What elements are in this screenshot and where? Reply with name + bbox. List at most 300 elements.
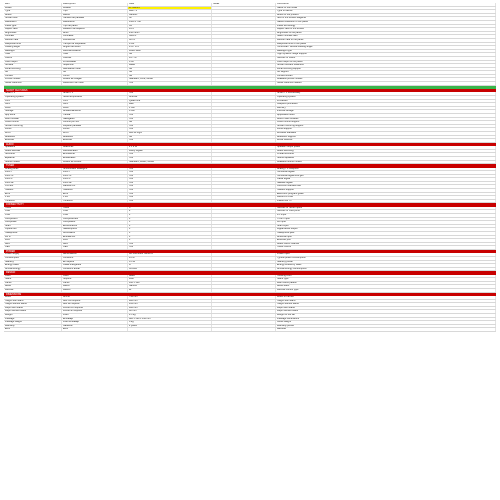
table-cell[interactable]: Depth without stand [276, 310, 496, 313]
table-cell[interactable]: Yes [128, 185, 212, 188]
table-cell[interactable]: Tipo de panel [62, 25, 128, 28]
table-cell[interactable]: Component [4, 218, 62, 221]
table-cell[interactable]: Antenna input [276, 236, 496, 239]
table-cell[interactable] [212, 50, 276, 53]
table-cell[interactable]: Package [4, 318, 62, 321]
table-cell[interactable] [212, 289, 276, 292]
table-cell[interactable]: Stand type [276, 278, 496, 281]
table-cell[interactable]: Marca [62, 14, 128, 17]
table-cell[interactable]: IR [128, 289, 212, 292]
table-cell[interactable]: Type of device [276, 10, 496, 13]
table-cell[interactable]: Width [4, 296, 62, 299]
table-cell[interactable]: Duplicar pantalla [62, 125, 128, 128]
table-cell[interactable]: Frecuencia [62, 39, 128, 42]
table-cell[interactable]: Contraste [62, 35, 128, 38]
table-cell[interactable] [212, 264, 276, 267]
table-cell[interactable]: Barcode [276, 328, 496, 331]
table-cell[interactable]: 1 [128, 232, 212, 235]
table-cell[interactable]: Aspect ratio of the screen [276, 28, 496, 31]
table-cell[interactable]: Brand of the product [276, 14, 496, 17]
table-cell[interactable]: Smart TV [4, 92, 62, 95]
table-cell[interactable]: 8 GB [128, 110, 212, 113]
table-cell[interactable]: 1 [128, 236, 212, 239]
table-cell[interactable]: 3 [128, 207, 212, 210]
table-cell[interactable]: Composite [4, 221, 62, 224]
table-cell[interactable]: Speakers [4, 146, 62, 149]
table-cell[interactable]: VA [128, 25, 212, 28]
table-cell[interactable] [212, 7, 276, 10]
table-cell[interactable]: 1 [128, 218, 212, 221]
table-cell[interactable]: 60 Hz [128, 39, 212, 42]
table-cell[interactable]: 250 cd/m² [128, 32, 212, 35]
table-cell[interactable] [212, 225, 276, 228]
table-cell[interactable]: No [128, 53, 212, 56]
header-cell[interactable]: Item [4, 3, 62, 6]
table-cell[interactable]: 100 x 100 [128, 282, 212, 285]
table-cell[interactable]: Record to USB [276, 196, 496, 199]
table-cell[interactable]: Ethernet [62, 139, 128, 142]
table-cell[interactable] [212, 107, 276, 110]
table-cell[interactable] [212, 146, 276, 149]
table-cell[interactable]: Ethernet [4, 139, 62, 142]
table-cell[interactable]: Almacenamiento [62, 110, 128, 113]
table-cell[interactable]: Peso embalaje [62, 321, 128, 324]
table-cell[interactable]: 732 mm [128, 296, 212, 299]
table-cell[interactable]: Local dimming [4, 68, 62, 71]
table-cell[interactable] [212, 193, 276, 196]
table-cell[interactable]: 820 x 520 x 130 mm [128, 318, 212, 321]
table-cell[interactable]: Equalizer [4, 157, 62, 160]
table-cell[interactable] [212, 185, 276, 188]
table-cell[interactable]: Alto sin soporte [62, 303, 128, 306]
table-cell[interactable]: Brightness [4, 32, 62, 35]
table-cell[interactable]: Teletexto [62, 189, 128, 192]
table-cell[interactable]: Memory [276, 107, 496, 110]
table-cell[interactable] [212, 328, 276, 331]
table-cell[interactable]: 1366 x 768 [128, 21, 212, 24]
table-cell[interactable]: Package dimensions [276, 318, 496, 321]
table-cell[interactable]: Remote control type [276, 289, 496, 292]
table-cell[interactable]: Built-in web browser [276, 118, 496, 121]
table-cell[interactable]: DVB-C [4, 178, 62, 181]
table-cell[interactable]: GPU [62, 103, 128, 106]
table-cell[interactable]: LT-32DV4 [128, 7, 212, 10]
table-cell[interactable] [212, 35, 276, 38]
table-cell[interactable]: Energy class [4, 264, 62, 267]
table-cell[interactable]: PVR [4, 196, 62, 199]
table-cell[interactable] [212, 139, 276, 142]
table-cell[interactable] [212, 307, 276, 310]
table-cell[interactable]: Native resolution of the panel [276, 21, 496, 24]
table-cell[interactable]: Response time [4, 43, 62, 46]
table-cell[interactable]: 1 [128, 239, 212, 242]
table-cell[interactable]: Web browser [4, 118, 62, 121]
table-cell[interactable]: 180 mm [128, 307, 212, 310]
table-cell[interactable]: Wi-Fi [62, 132, 128, 135]
table-cell[interactable]: Yes [128, 153, 212, 156]
table-cell[interactable] [212, 300, 276, 303]
table-cell[interactable] [212, 153, 276, 156]
table-cell[interactable]: Color depth [4, 61, 62, 64]
table-cell[interactable]: Viewing angle [4, 46, 62, 49]
table-cell[interactable]: Weight of the set [276, 314, 496, 317]
table-cell[interactable] [212, 68, 276, 71]
table-cell[interactable] [212, 253, 276, 256]
table-cell[interactable]: En espera [62, 261, 128, 264]
table-cell[interactable]: Standby power [276, 261, 496, 264]
table-cell[interactable]: CEC [62, 246, 128, 249]
table-cell[interactable]: Remote [4, 289, 62, 292]
table-cell[interactable]: Audio return channel [276, 243, 496, 246]
table-cell[interactable]: Navegador [62, 118, 128, 121]
table-cell[interactable]: 1 [128, 228, 212, 231]
table-cell[interactable]: Screen mirroring [4, 125, 62, 128]
table-cell[interactable]: DLNA [62, 128, 128, 131]
table-cell[interactable] [212, 32, 276, 35]
table-cell[interactable]: Alimentación [62, 253, 128, 256]
table-cell[interactable]: Model [4, 7, 62, 10]
table-cell[interactable]: LAN [4, 239, 62, 242]
table-cell[interactable]: Contrast [4, 35, 62, 38]
table-cell[interactable]: Curvo [62, 75, 128, 78]
table-cell[interactable]: Tipo [62, 10, 128, 13]
table-cell[interactable]: Annual energy [4, 268, 62, 271]
table-cell[interactable] [212, 200, 276, 203]
table-cell[interactable]: Refresh rate of the panel [276, 39, 496, 42]
table-cell[interactable]: Picture modes [4, 78, 62, 81]
table-cell[interactable] [212, 310, 276, 313]
table-cell[interactable]: Matte [128, 64, 212, 67]
table-cell[interactable]: Panel technology [276, 25, 496, 28]
table-cell[interactable]: Standard, Vivid, Movie [128, 78, 212, 81]
table-cell[interactable]: Surface [4, 64, 62, 67]
table-cell[interactable]: AV input [276, 221, 496, 224]
table-cell[interactable]: 1 [128, 225, 212, 228]
table-cell[interactable]: Resolution [4, 21, 62, 24]
table-cell[interactable]: Bezel [4, 285, 62, 288]
table-cell[interactable]: Yes [128, 139, 212, 142]
table-cell[interactable]: Refresh rate [4, 39, 62, 42]
table-cell[interactable]: Smart TV functionality [276, 92, 496, 95]
table-cell[interactable]: Alto con soporte [62, 300, 128, 303]
table-cell[interactable]: Curved [4, 75, 62, 78]
table-cell[interactable]: App store [4, 114, 62, 117]
table-cell[interactable] [212, 161, 276, 164]
table-cell[interactable]: Yes [128, 118, 212, 121]
table-cell[interactable] [212, 61, 276, 64]
table-cell[interactable]: Tiempo de respuesta [62, 43, 128, 46]
table-cell[interactable]: Cable digital [276, 178, 496, 181]
table-cell[interactable]: Auriculares [62, 232, 128, 235]
table-cell[interactable]: Typical power consumption [276, 257, 496, 260]
table-cell[interactable]: Bluetooth [4, 136, 62, 139]
table-cell[interactable]: Package weight [4, 321, 62, 324]
table-cell[interactable] [212, 150, 276, 153]
table-cell[interactable] [212, 261, 276, 264]
table-cell[interactable]: Virtual surround [276, 153, 496, 156]
table-cell[interactable]: Number of HDMI inputs [276, 207, 496, 210]
table-cell[interactable]: Surround [4, 153, 62, 156]
table-cell[interactable]: 0.5 W [128, 261, 212, 264]
table-cell[interactable] [212, 43, 276, 46]
table-cell[interactable]: Brand [4, 14, 62, 17]
table-cell[interactable]: ARC [62, 243, 128, 246]
table-cell[interactable] [212, 207, 276, 210]
table-cell[interactable]: Warranty period [276, 325, 496, 328]
table-cell[interactable]: Color depth of the panel [276, 61, 496, 64]
table-cell[interactable]: Height without stand [276, 303, 496, 306]
table-cell[interactable]: Consumption [4, 257, 62, 260]
table-cell[interactable]: 3D [4, 71, 62, 74]
table-cell[interactable]: Ranura CI+ [62, 185, 128, 188]
table-cell[interactable]: USB [62, 210, 128, 213]
table-cell[interactable]: HDMI [4, 207, 62, 210]
table-cell[interactable] [212, 17, 276, 20]
table-cell[interactable]: Retroiluminación [62, 50, 128, 53]
table-cell[interactable]: Black [128, 275, 212, 278]
table-cell[interactable]: Fondo con soporte [62, 307, 128, 310]
table-cell[interactable]: Width of the set [276, 296, 496, 299]
table-cell[interactable]: VGA [4, 214, 62, 217]
table-cell[interactable]: HDMI control [276, 246, 496, 249]
table-cell[interactable] [212, 57, 276, 60]
table-cell[interactable] [212, 128, 276, 131]
table-cell[interactable]: 32" [128, 17, 212, 20]
table-cell[interactable]: Standard, Music, Movie [128, 161, 212, 164]
table-cell[interactable] [212, 110, 276, 113]
table-cell[interactable]: Reducción de ruido [62, 82, 128, 85]
table-cell[interactable]: Audio decoder [4, 150, 62, 153]
table-cell[interactable]: LAN [62, 239, 128, 242]
table-cell[interactable]: RAM [4, 107, 62, 110]
table-cell[interactable]: Wall mount pattern [276, 282, 496, 285]
table-cell[interactable] [212, 14, 276, 17]
table-cell[interactable]: Yes [128, 128, 212, 131]
table-cell[interactable]: Ecualizador [62, 157, 128, 160]
table-cell[interactable] [212, 121, 276, 124]
table-cell[interactable] [212, 103, 276, 106]
table-cell[interactable]: Bezel width [276, 285, 496, 288]
table-cell[interactable]: Mali [128, 103, 212, 106]
table-cell[interactable]: No [128, 136, 212, 139]
table-cell[interactable]: EPG [4, 193, 62, 196]
table-cell[interactable] [212, 210, 276, 213]
table-cell[interactable]: Local dimming support [276, 68, 496, 71]
table-cell[interactable] [212, 75, 276, 78]
table-cell[interactable]: Ángulo de visión [62, 46, 128, 49]
table-cell[interactable]: EAN [4, 328, 62, 331]
table-cell[interactable]: YPbPr input [276, 218, 496, 221]
table-cell[interactable]: CI+ slot [4, 185, 62, 188]
table-cell[interactable]: DVB-T [62, 171, 128, 174]
table-cell[interactable]: DLNA support [276, 128, 496, 131]
table-cell[interactable]: Color [62, 275, 128, 278]
table-cell[interactable] [212, 175, 276, 178]
table-cell[interactable]: EPG [62, 193, 128, 196]
table-cell[interactable] [212, 246, 276, 249]
table-cell[interactable]: No [128, 121, 212, 124]
table-cell[interactable] [212, 46, 276, 49]
table-cell[interactable]: Scart input [276, 225, 496, 228]
table-cell[interactable] [212, 21, 276, 24]
table-cell[interactable]: Marco [62, 285, 128, 288]
table-cell[interactable]: Backlight type [276, 50, 496, 53]
table-cell[interactable]: Yes [128, 246, 212, 249]
table-cell[interactable]: Ancho [62, 296, 128, 299]
table-cell[interactable]: Yes [128, 82, 212, 85]
table-cell[interactable]: Operating system [276, 96, 496, 99]
table-cell[interactable] [212, 71, 276, 74]
table-cell[interactable]: VESA [62, 282, 128, 285]
table-cell[interactable]: Sistema operativo [62, 96, 128, 99]
table-cell[interactable]: Teletext support [276, 189, 496, 192]
table-cell[interactable]: ARC [4, 243, 62, 246]
table-cell[interactable]: HDR [4, 53, 62, 56]
table-cell[interactable]: Annual energy consumption [276, 268, 496, 271]
table-cell[interactable]: 4.5 kg [128, 314, 212, 317]
table-cell[interactable]: PVR [62, 196, 128, 199]
header-cell[interactable]: Comments [276, 3, 496, 6]
table-cell[interactable]: EAN [62, 328, 128, 331]
table-cell[interactable]: Colores [62, 57, 128, 60]
table-cell[interactable]: 1 [128, 221, 212, 224]
table-cell[interactable]: Operating system [4, 96, 62, 99]
table-cell[interactable]: Number of colors [276, 57, 496, 60]
table-cell[interactable]: Componentes [62, 218, 128, 221]
header-cell[interactable]: Notas [212, 3, 276, 6]
table-cell[interactable]: Atenuación local [62, 68, 128, 71]
table-cell[interactable] [212, 136, 276, 139]
table-cell[interactable] [212, 39, 276, 42]
table-cell[interactable] [212, 157, 276, 160]
table-cell[interactable]: Internal storage [276, 110, 496, 113]
table-cell[interactable]: Graphics processor [276, 103, 496, 106]
table-cell[interactable]: Power input [276, 253, 496, 256]
table-cell[interactable]: Terrestrial digital 2nd gen [276, 175, 496, 178]
table-cell[interactable]: 480 mm [128, 300, 212, 303]
table-cell[interactable]: DVB-T [4, 171, 62, 174]
table-cell[interactable]: Mando [62, 289, 128, 292]
table-cell[interactable]: 6 kg [128, 321, 212, 324]
table-cell[interactable]: Static contrast ratio [276, 35, 496, 38]
table-cell[interactable]: Ethernet port [276, 239, 496, 242]
table-cell[interactable]: LED TV [128, 10, 212, 13]
table-cell[interactable]: Feet [128, 278, 212, 281]
table-cell[interactable]: Tamaño de pantalla [62, 17, 128, 20]
table-cell[interactable]: Embalaje [62, 318, 128, 321]
table-cell[interactable]: 80 mm [128, 310, 212, 313]
table-cell[interactable]: Voice control support [276, 121, 496, 124]
table-cell[interactable]: Soporte [62, 278, 128, 281]
table-cell[interactable]: 3000:1 [128, 35, 212, 38]
table-cell[interactable]: CPU [4, 100, 62, 103]
table-cell[interactable]: 16.7 M [128, 57, 212, 60]
table-cell[interactable]: Number of USB ports [276, 210, 496, 213]
table-cell[interactable] [212, 325, 276, 328]
table-cell[interactable] [212, 321, 276, 324]
table-cell[interactable]: Terrestrial digital [276, 171, 496, 174]
table-cell[interactable] [212, 100, 276, 103]
table-cell[interactable] [212, 168, 276, 171]
table-cell[interactable]: 2 years [128, 325, 212, 328]
table-cell[interactable]: Superficie [62, 64, 128, 67]
table-cell[interactable]: Height with stand [276, 300, 496, 303]
table-cell[interactable]: Bluetooth support [276, 136, 496, 139]
table-cell[interactable]: Digital audio output [276, 228, 496, 231]
table-cell[interactable]: Yes [128, 171, 212, 174]
table-cell[interactable] [212, 243, 276, 246]
table-cell[interactable]: Horizontal / vertical viewing angle [276, 46, 496, 49]
table-cell[interactable]: Pause live TV [276, 200, 496, 203]
table-cell[interactable]: 435 mm [128, 303, 212, 306]
table-cell[interactable]: DVB-T2 [62, 175, 128, 178]
table-cell[interactable] [212, 228, 276, 231]
table-cell[interactable] [212, 171, 276, 174]
header-cell[interactable]: Descripción [62, 3, 128, 6]
table-cell[interactable]: Housing color [276, 275, 496, 278]
table-cell[interactable]: Screen surface treatment [276, 64, 496, 67]
table-cell[interactable]: USB [4, 210, 62, 213]
table-cell[interactable]: Timeshift [62, 200, 128, 203]
table-cell[interactable]: Timeshift [4, 200, 62, 203]
table-cell[interactable]: Android [128, 96, 212, 99]
table-cell[interactable] [212, 303, 276, 306]
table-cell[interactable]: Generic [128, 14, 212, 17]
table-cell[interactable] [212, 25, 276, 28]
table-cell[interactable]: Electronic program guide [276, 193, 496, 196]
table-cell[interactable] [212, 125, 276, 128]
table-cell[interactable]: 1 GB [128, 107, 212, 110]
table-cell[interactable]: Yes [128, 189, 212, 192]
table-cell[interactable]: RAM [62, 107, 128, 110]
table-cell[interactable] [212, 296, 276, 299]
table-cell[interactable] [212, 239, 276, 242]
table-cell[interactable]: Consumo [62, 257, 128, 260]
table-cell[interactable]: Entrada RF [62, 236, 128, 239]
table-cell[interactable]: Response time of the panel [276, 43, 496, 46]
table-cell[interactable]: Stand [4, 278, 62, 281]
table-cell[interactable] [212, 182, 276, 185]
table-cell[interactable]: Available sound modes [276, 161, 496, 164]
table-cell[interactable]: DVB-T2 [4, 175, 62, 178]
table-cell[interactable]: Yes [128, 193, 212, 196]
table-cell[interactable]: Yes [128, 178, 212, 181]
table-cell[interactable]: DLNA [4, 128, 62, 131]
table-cell[interactable]: Storage [4, 110, 62, 113]
table-cell[interactable]: RF in [4, 236, 62, 239]
table-cell[interactable]: Narrow [128, 285, 212, 288]
table-cell[interactable]: CPU [62, 100, 128, 103]
table-cell[interactable]: Smart TV [62, 92, 128, 95]
table-cell[interactable]: CEC [4, 246, 62, 249]
table-cell[interactable]: Tienda [62, 114, 128, 117]
table-cell[interactable]: Color [4, 275, 62, 278]
table-cell[interactable]: Processor [276, 100, 496, 103]
table-cell[interactable]: VGA [62, 214, 128, 217]
table-cell[interactable]: Screen size [4, 17, 62, 20]
table-cell[interactable]: Depth without stand [4, 310, 62, 313]
table-cell[interactable]: Relación de aspecto [62, 28, 128, 31]
table-cell[interactable]: Yes [128, 200, 212, 203]
table-cell[interactable]: Envolvente [62, 153, 128, 156]
table-cell[interactable]: Common interface slot [276, 185, 496, 188]
table-cell[interactable] [212, 314, 276, 317]
table-cell[interactable]: Yes [128, 92, 212, 95]
table-cell[interactable] [212, 78, 276, 81]
table-cell[interactable] [128, 328, 212, 331]
table-cell[interactable]: Yes [128, 243, 212, 246]
table-cell[interactable] [212, 285, 276, 288]
